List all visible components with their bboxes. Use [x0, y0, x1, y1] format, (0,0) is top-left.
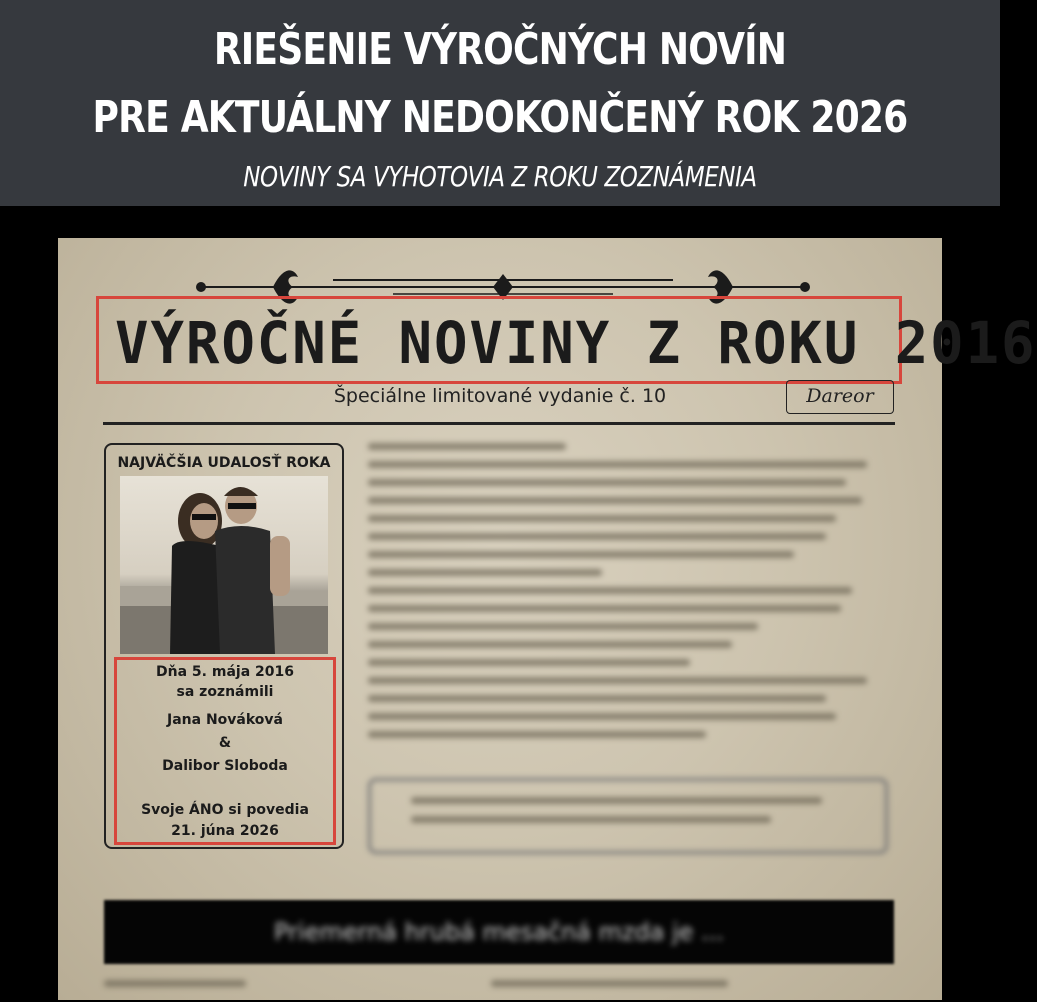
headline-highlight	[96, 296, 1037, 384]
blurred-article	[368, 443, 888, 773]
event-title: NAJVÄČŠIA UDALOSŤ ROKA	[117, 455, 331, 471]
brand-logo: Dareor	[786, 380, 894, 414]
event-details-highlight	[114, 657, 336, 845]
newspaper-subtitle: Špeciálne limitované vydanie č. 10	[333, 385, 667, 407]
event-wedding-line: Svoje ÁNO si povedia	[141, 802, 309, 818]
couple-photo	[120, 476, 328, 654]
event-date: Dňa 5. mája 2016	[156, 664, 294, 680]
couple-photo-illustration	[120, 476, 328, 654]
banner-title-line1: RIEŠENIE VÝROČNÝCH NOVÍN	[213, 24, 787, 75]
banner-subtitle: NOVINY SA VYHOTOVIA Z ROKU ZOZNÁMENIA	[243, 160, 757, 193]
blurred-bar-text: Priemerná hrubá mesačná mzda je ...	[274, 918, 724, 946]
header-banner	[0, 0, 1000, 206]
event-box	[104, 443, 344, 849]
blurred-banner-bar	[104, 900, 894, 964]
event-wedding-date: 21. júna 2026	[171, 823, 279, 839]
divider	[103, 422, 895, 425]
event-name-2: Dalibor Sloboda	[162, 758, 288, 774]
blurred-footer	[104, 980, 894, 996]
event-ampersand: &	[218, 735, 232, 751]
blurred-note-box	[368, 778, 888, 854]
newspaper-headline: VÝROČNÉ NOVINY Z ROKU 2016	[115, 309, 1037, 377]
newspaper-preview	[58, 238, 1037, 1000]
event-met: sa zoznámili	[176, 684, 274, 700]
banner-title-line2: PRE AKTUÁLNY NEDOKONČENÝ ROK 2026	[92, 92, 908, 143]
event-name-1: Jana Nováková	[167, 712, 283, 728]
